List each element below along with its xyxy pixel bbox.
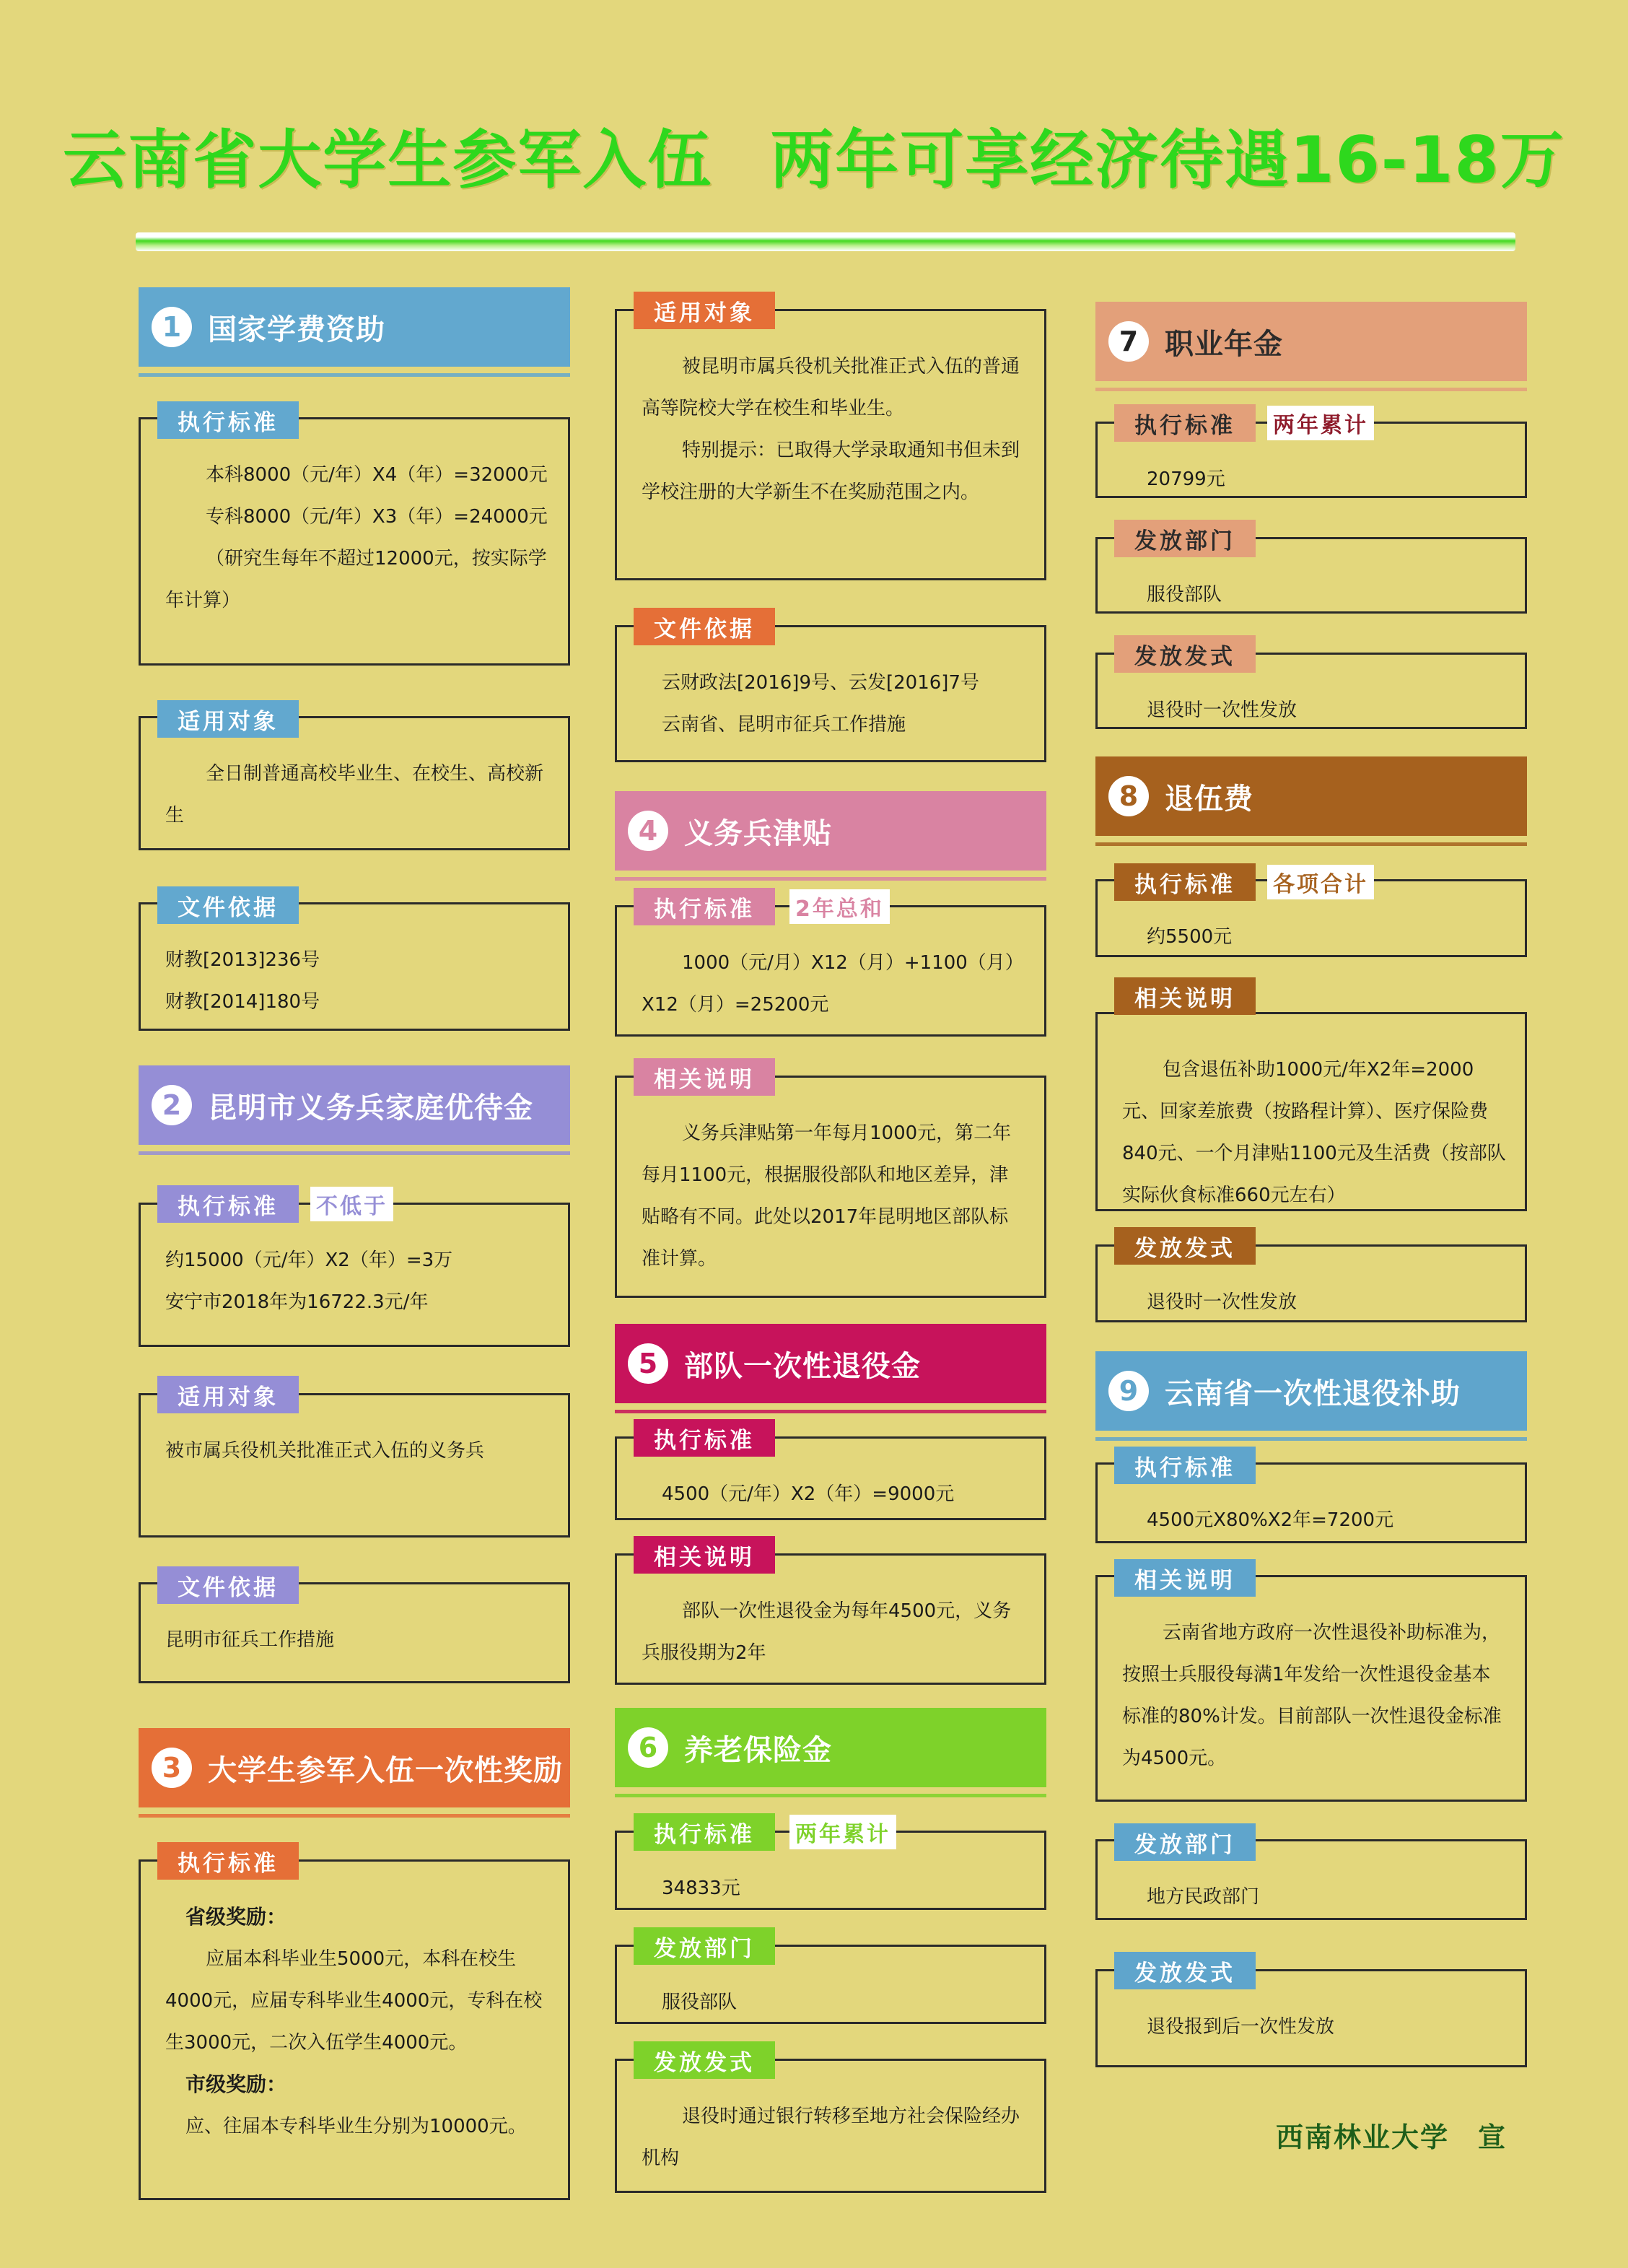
text-block: 云南省地方政府一次性退役补助标准为，按照士兵服役每满1年发给一次性退役金基本标准的80%计发。目前部队一次性退役金标准为4500元。 [1122,1622,1502,1769]
s7-standard-tag: 执行标准 [1114,404,1256,442]
s9-standard-tag: 执行标准 [1114,1447,1256,1484]
text-line: 云财政法[2016]9号、云发[2016]7号 [662,672,979,694]
special-note: 特别提示：已取得大学录取通知书但未到学校注册的大学新生不在奖励范围之内。 [642,440,1020,503]
s3-standard-tag: 执行标准 [157,1842,299,1880]
s9-method-tag: 发放发式 [1114,1952,1256,1989]
section-title: 大学生参军入伍一次性奖励 [208,1753,563,1787]
s6-standard-tag: 执行标准 [634,1813,775,1851]
text-block: 4500（元/年）X2（年）=9000元 [662,1483,955,1505]
section-number-badge: 5 [628,1343,668,1384]
provincial-text: 应届本科毕业生5000元，本科在校生4000元，应届专科毕业生4000元，专科在校生3000元，二次入伍学生4000元。 [165,1948,543,2054]
text-block: 20799元 [1147,468,1225,490]
s1-standard-tag: 执行标准 [157,401,299,439]
s4-standard-tag: 执行标准 [634,888,775,925]
section-number-badge: 9 [1108,1371,1149,1411]
s7-dept-tag: 发放部门 [1114,520,1256,557]
city-label: 市级奖励： [185,2072,287,2096]
s4-note-box [615,1076,1046,1298]
s8-standard-subtag: 各项合计 [1267,865,1374,899]
section-5-header [615,1324,1046,1403]
text-line: （研究生每年不超过12000元，按实际学年计算） [165,548,547,611]
s9-note-box [1095,1575,1527,1802]
section-title: 国家学费资助 [208,313,385,346]
s7-method-tag: 发放发式 [1114,635,1256,673]
text-block: 全日制普通高校毕业生、在校生、高校新生 [165,763,544,826]
provincial-label: 省级奖励： [185,1905,287,1929]
s8-note-tag: 相关说明 [1114,977,1256,1015]
section-8-header [1095,756,1527,836]
text-block: 部队一次性退役金为每年4500元，义务兵服役期为2年 [642,1600,1012,1664]
section-title: 云南省一次性退役补助 [1165,1377,1461,1410]
s4-standard-subtag: 2年总和 [789,889,890,924]
section-6-header [615,1708,1046,1787]
s2-doc-tag: 文件依据 [157,1566,299,1604]
text-block: 服役部队 [1147,584,1222,606]
s2-standard-subtag: 不低于 [310,1187,393,1221]
title-part-1: 云南省大学生参军入伍 [63,123,713,197]
text-block: 1000（元/月）X12（月）+1100（月）X12（月）=25200元 [642,952,1024,1016]
text-block: 义务兵津贴第一年每月1000元，第二年每月1100元，根据服役部队和地区差异，津贴略有不同。此处以2017年昆明地区部队标准计算。 [642,1122,1012,1270]
section-4-header [615,791,1046,871]
section-9-header [1095,1351,1527,1431]
text-line: 本科8000（元/年）X4（年）=32000元 [206,464,548,486]
s7-standard-subtag: 两年累计 [1267,406,1374,440]
s5-note-tag: 相关说明 [634,1536,775,1574]
s4-note-tag: 相关说明 [634,1058,775,1096]
text-line: 云南省、昆明市征兵工作措施 [662,714,906,736]
text-block: 4500元X80%X2年=7200元 [1147,1509,1394,1531]
section-title: 养老保险金 [684,1733,832,1767]
text-block: 被昆明市属兵役机关批准正式入伍的普通高等院校大学在校生和毕业生。 [642,356,1020,419]
section-7-header [1095,302,1527,381]
text-block: 退役时一次性发放 [1147,699,1297,721]
text-line: 财教[2013]236号 [165,949,320,971]
section-number-badge: 7 [1108,321,1149,362]
s9-dept-tag: 发放部门 [1114,1823,1256,1861]
text-block: 34833元 [662,1877,740,1899]
text-block: 被市属兵役机关批准正式入伍的义务兵 [165,1440,485,1462]
s3-target-box [615,309,1046,580]
s6-dept-tag: 发放部门 [634,1927,775,1965]
text-block: 昆明市征兵工作措施 [165,1629,335,1651]
section-title: 职业年金 [1165,327,1283,361]
s1-doc-tag: 文件依据 [157,886,299,924]
s2-target-tag: 适用对象 [157,1376,299,1413]
title-part-2: 两年可享经济待遇16-18万 [770,123,1565,197]
section-number-badge: 8 [1108,776,1149,816]
text-line: 财教[2014]180号 [165,991,320,1013]
s3-standard-box [139,1859,570,2200]
text-block: 退役时通过银行转移至地方社会保险经办机构 [642,2106,1020,2169]
s2-standard-tag: 执行标准 [157,1185,299,1223]
s8-method-tag: 发放发式 [1114,1227,1256,1265]
s1-target-tag: 适用对象 [157,700,299,738]
section-number-badge: 2 [152,1085,192,1125]
s9-note-tag: 相关说明 [1114,1559,1256,1597]
section-title: 部队一次性退役金 [684,1349,921,1383]
section-title: 昆明市义务兵家庭优待金 [208,1091,533,1125]
s2-standard-box [139,1203,570,1347]
section-title: 义务兵津贴 [684,816,832,850]
section-3-header [139,1728,570,1807]
text-block: 地方民政部门 [1147,1886,1260,1908]
poster-title [0,115,1628,195]
s8-note-box [1095,1012,1527,1211]
city-text: 应、往届本专科毕业生分别为10000元。 [185,2116,527,2137]
text-line: 约15000（元/年）X2（年）=3万 [165,1249,453,1271]
text-block: 约5500元 [1147,926,1233,948]
section-title: 退伍费 [1165,782,1253,816]
section-number-badge: 3 [152,1748,192,1788]
s6-standard-subtag: 两年累计 [789,1815,896,1849]
text-line: 安宁市2018年为16722.3元/年 [165,1291,429,1313]
text-block: 退役时一次性发放 [1147,1291,1297,1313]
s5-standard-tag: 执行标准 [634,1419,775,1457]
text-block: 服役部队 [662,1992,738,2013]
section-1-header [139,287,570,367]
s3-doc-box [615,625,1046,762]
s8-standard-tag: 执行标准 [1114,863,1256,901]
publisher-credit: 西南林业大学 宣 [1276,2121,1507,2153]
text-block: 退役报到后一次性发放 [1147,2016,1335,2038]
s3-doc-tag: 文件依据 [634,608,775,645]
s3-target-tag: 适用对象 [634,292,775,329]
s1-standard-box [139,417,570,666]
s6-method-tag: 发放发式 [634,2041,775,2079]
text-block: 包含退伍补助1000元/年X2年=2000元、回家差旅费（按路程计算）、医疗保险费840元、一个月津贴1100元及生活费（按部队实际伙食标准660元左右） [1122,1059,1506,1206]
s2-target-box [139,1393,570,1538]
text-line: 专科8000（元/年）X3（年）=24000元 [206,506,548,528]
section-number-badge: 1 [152,307,192,347]
section-number-badge: 6 [628,1727,668,1768]
section-2-header [139,1065,570,1145]
section-number-badge: 4 [628,811,668,851]
title-divider [136,232,1515,251]
